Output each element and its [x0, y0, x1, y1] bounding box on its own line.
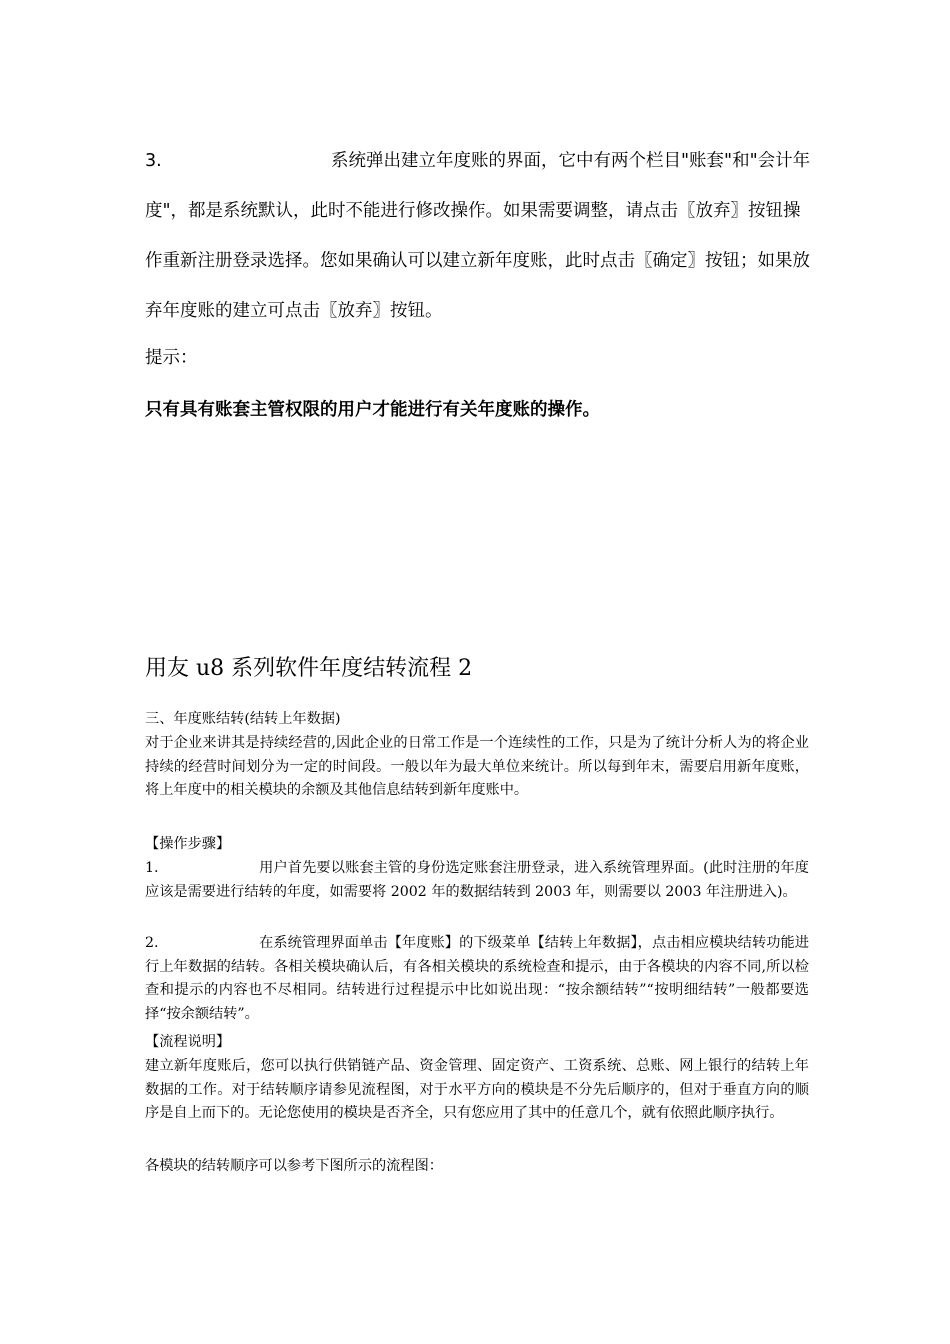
tip-text: 只有具有账套主管权限的用户才能进行有关年度账的操作。	[145, 400, 600, 420]
step1-paragraph	[145, 857, 809, 904]
intro-paragraph: 对于企业来讲其是持续经营的,因此企业的日常工作是一个连续性的工作，只是为了统计分析人为的将企业持续的经营时间划分为一定的时间段。一般以年为最大单位来统计。所以每到年末，需要启用新年度账，将上年度中的相关模块的余额及其他信息结转到新年度账中。	[145, 735, 809, 798]
figure-intro: 各模块的结转顺序可以参考下图所示的流程图：	[145, 1158, 443, 1174]
article-title: 用友 u8 系列软件年度结转流程 2	[145, 656, 473, 681]
step2-text: 在系统管理界面单击【年度账】的下级菜单【结转上年数据】，点击相应模块结转功能进行上年数据的结转。各相关模块确认后，有各相关模块的系统检查和提示，由于各模块的内容不同,所以检查和提示的内容也不尽相同。结转进行过程提示中比如说出现：“按余额结转”“按明细结转”一般都要选择“按余额结转”。	[145, 935, 809, 1022]
flow-paragraph: 建立新年度账后，您可以执行供销链产品、资金管理、固定资产、工资系统、总账、网上银行的结转上年数据的工作。对于结转顺序请参见流程图，对于水平方向的模块是不分先后顺序的，但对于垂直方向的顺序是自上而下的。无论您使用的模块是否齐全，只有您应用了其中的任意几个，就有依照此顺序执行。	[145, 1058, 809, 1121]
tip-label: 提示：	[145, 348, 198, 368]
step3-number: 3.	[145, 151, 162, 171]
flow-heading: 【流程说明】	[145, 1034, 231, 1050]
step1-number: 1.	[145, 860, 159, 876]
step1-text: 用户首先要以账套主管的身份选定账套注册登录，进入系统管理界面。(此时注册的年度应该是需要进行结转的年度，如需要将 2002 年的数据结转到 2003 年，则需要以 2003 年注册进入)。	[145, 860, 809, 900]
steps-heading: 【操作步骤】	[145, 836, 231, 852]
step2-paragraph	[145, 932, 809, 1026]
step3-text-rest: 会计年度"，都是系统默认，此时不能进行修改操作。如果需要调整，请点击〖放弃〗按钮操作重新注册登录选择。您如果确认可以建立新年度账，此时点击〖确定〗按钮；如果放弃年度账的建立可点击〖放弃〗按钮。	[145, 151, 811, 321]
step3-text-line1: 系统弹出建立年度账的界面，它中有两个栏目"账套"和"	[331, 151, 758, 171]
section-heading: 三、年度账结转(结转上年数据)	[145, 711, 341, 727]
step3-paragraph	[145, 136, 813, 336]
step2-number: 2.	[145, 935, 159, 951]
